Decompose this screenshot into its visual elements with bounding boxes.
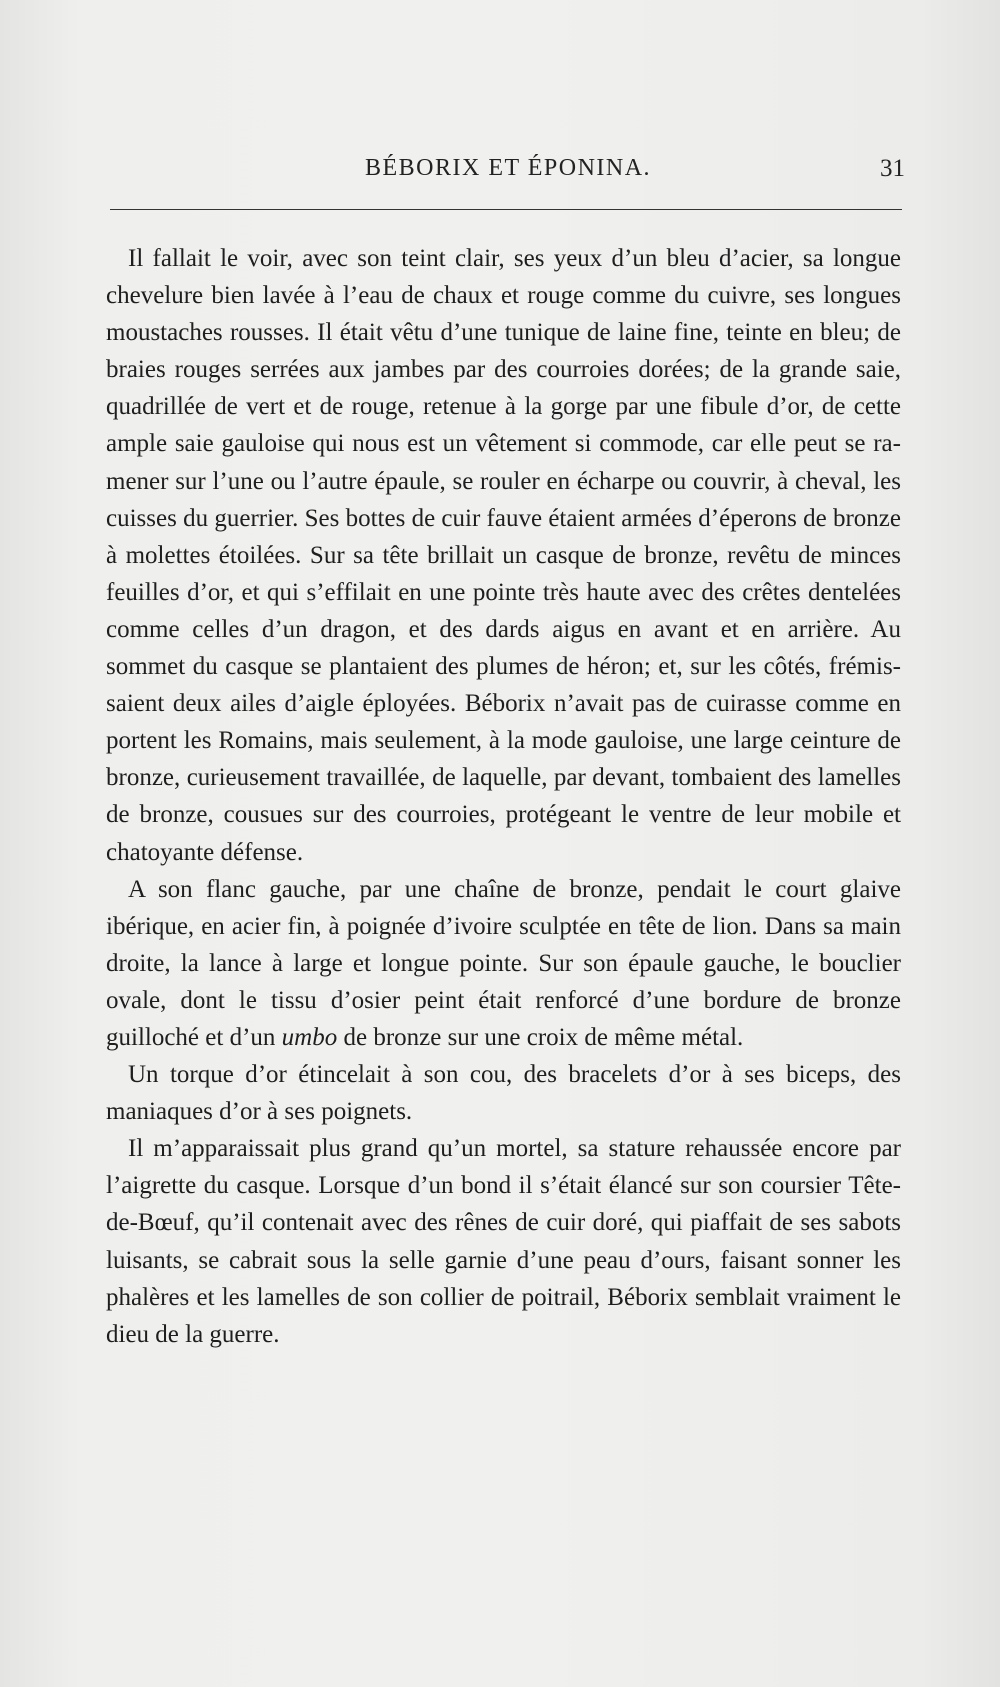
paragraph (106, 1130, 901, 1353)
header-rule (110, 209, 902, 210)
paragraph-text: A son flanc gauche, par une chaîne de bronze, pendait le court glaive ibérique, en acier fin, à poignée d’ivoire sculptée en tête de lion. Dans sa main droite, la lance à large et longue pointe. Sur son épaule gauche, le bouclier ovale, dont le tissu d’osier peint était renforcé d’une bordure de bronze guilloché et d’un (106, 875, 901, 1051)
page-number: 31 (880, 155, 905, 182)
body-text (106, 240, 901, 1353)
paragraph (106, 871, 901, 1056)
paragraph (106, 1056, 901, 1130)
italic-term: umbo (281, 1023, 338, 1051)
paragraph (106, 240, 901, 871)
paragraph-text: Un torque d’or étincelait à son cou, des bracelets d’or à ses biceps, des maniaques d’or à ses poignets. (106, 1061, 901, 1126)
running-head (0, 155, 1000, 195)
paragraph-text: Il fallait le voir, avec son teint clair, ses yeux d’un bleu d’acier, sa longue chevelure bien lavée à l’eau de chaux et rouge comme du cuivre, ses longues moustaches rousses. Il était vêtu d’une tunique de laine fine, teinte en bleu; de braies rouges serrées aux jambes par des courroies dorées; de la grande saie, quadrillée de vert et de rouge, retenue à la gorge par une fibule d’or, de cette ample saie gauloise qui nous est un vêtement si commode, car elle peut se ramener sur l’une ou l’autre épaule, se rouler en écharpe ou couvrir, à cheval, les cuisses du guerrier. Ses bottes de cuir fauve étaient armées d’éperons de bronze à molettes étoilées. Sur sa tête brillait un casque de bronze, revêtu de minces feuilles d’or, et qui s’effilait en une pointe très haute avec des crêtes dentelées comme celles d’un dragon, et des dards aigus en avant et en arrière. Au sommet du casque se plantaient des plumes de héron; et, sur les côtés, frémissaient deux ailes d’aigle éployées. Béborix n’avait pas de cuirasse comme en portent les Romains, mais seulement, à la mode gauloise, une large ceinture de bronze, curieusement travaillée, de laquelle, par devant, tombaient des lamelles de bronze, cousues sur des courroies, protégeant le ventre de leur mobile et chatoyante défense. (106, 245, 901, 866)
running-title: BÉBORIX ET ÉPONINA. (365, 155, 652, 181)
paragraph-text: Il m’apparaissait plus grand qu’un mortel, sa stature rehaussée encore par l’aigrette du casque. Lorsque d’un bond il s’était élancé sur son coursier Tête-de-Bœuf, qu’il contenait avec des rênes de cuir doré, qui piaffait de ses sabots luisants, se cabrait sous la selle garnie d’une peau d’ours, faisant sonner les phalères et les lamelles de son collier de poitrail, Béborix semblait vraiment le dieu de la guerre. (106, 1135, 901, 1348)
paragraph-text: de bronze sur une croix de même métal. (337, 1023, 744, 1051)
